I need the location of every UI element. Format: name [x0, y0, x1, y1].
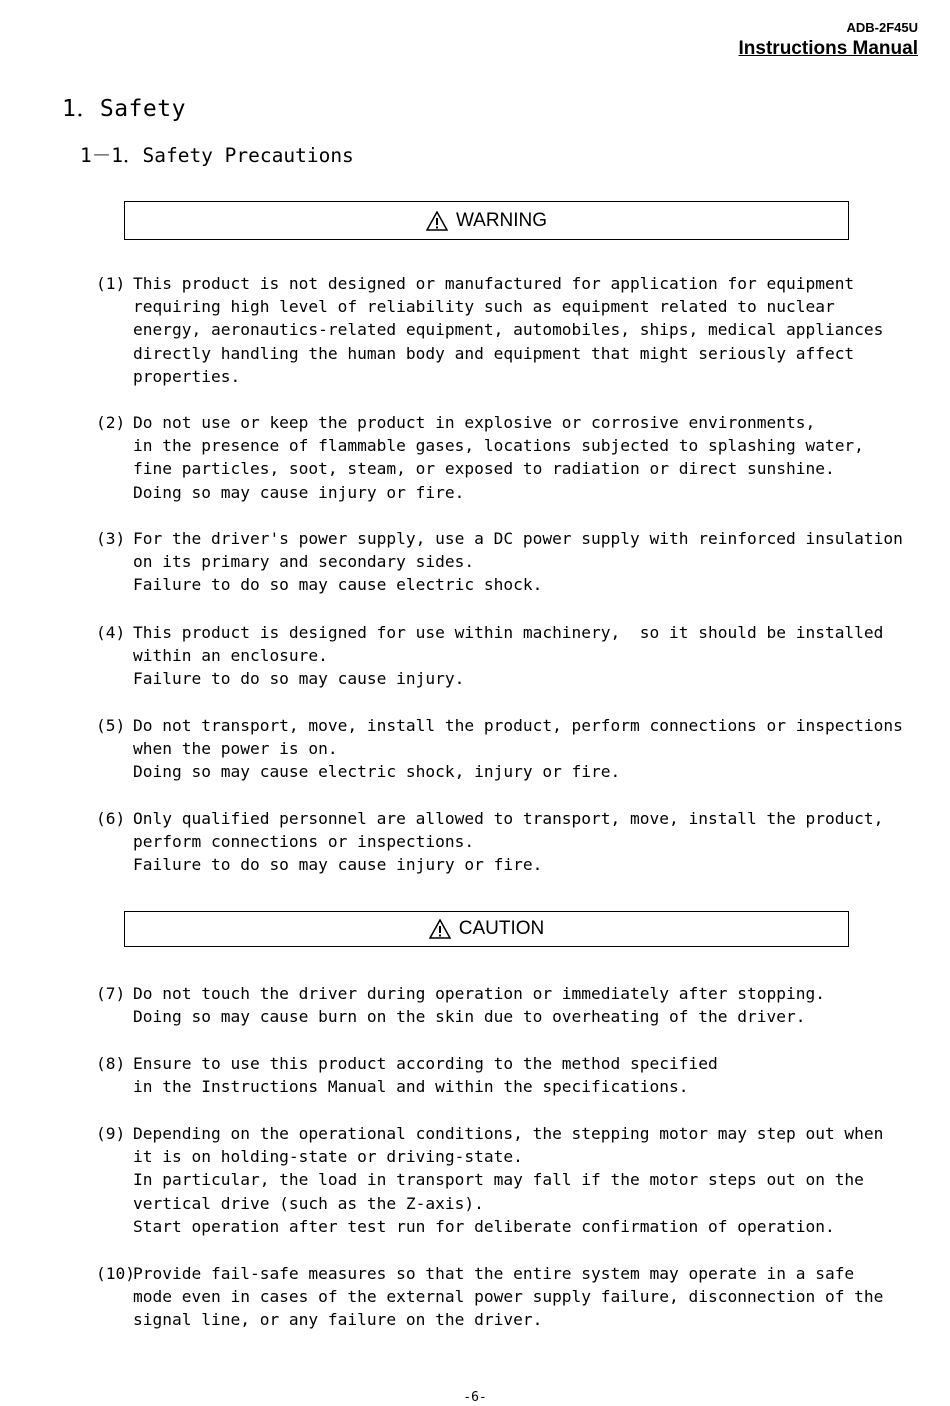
item-text-line: fine particles, soot, steam, or exposed to radiation or direct sunshine.	[133, 459, 835, 479]
item-text-line: mode even in cases of the external power supply failure, disconnection of the	[133, 1287, 884, 1307]
item-text-line: Start operation after test run for deliberate confirmation of operation.	[133, 1216, 835, 1236]
item-text-line: vertical drive (such as the Z-axis).	[133, 1193, 484, 1213]
item-text-line: Only qualified personnel are allowed to transport, move, install the product,	[133, 809, 884, 828]
item-text-line: Failure to do so may cause injury.	[133, 669, 465, 689]
item-number: (2)	[96, 413, 126, 432]
safety-item	[96, 1262, 896, 1332]
caution-label: CAUTION	[458, 918, 545, 939]
item-text-line: signal line, or any failure on the driver.	[133, 1310, 543, 1330]
item-text-line: Do not transport, move, install the product, perform connections or inspections	[133, 716, 903, 735]
warning-label: WARNING	[455, 209, 548, 231]
item-text-line: directly handling the human body and equipment that might seriously affect	[133, 343, 855, 363]
item-text-line: Doing so may cause burn on the skin due to overheating of the driver.	[133, 1007, 806, 1027]
item-number: (1)	[96, 274, 126, 293]
item-text-line: This product is designed for use within machinery, so it should be installed	[133, 623, 884, 642]
item-number: (3)	[96, 529, 126, 548]
item-text-line: This product is not designed or manufactured for application for equipment	[133, 274, 855, 293]
document-code: ADB-2F45U	[846, 20, 918, 35]
safety-item	[96, 714, 903, 784]
item-text-line: in the presence of flammable gases, locations subjected to splashing water,	[133, 436, 864, 456]
item-text	[133, 272, 896, 388]
item-text	[133, 411, 896, 504]
warning-triangle-icon	[429, 919, 451, 939]
item-text-line: Doing so may cause injury or fire.	[133, 482, 465, 502]
item-number: (6)	[96, 809, 126, 828]
warning-triangle-icon	[426, 211, 448, 231]
safety-item	[96, 982, 896, 1028]
item-text-line: perform connections or inspections.	[133, 832, 475, 852]
item-number: (8)	[96, 1054, 126, 1073]
item-text-line: Failure to do so may cause injury or fire.	[133, 855, 543, 875]
item-text	[133, 1262, 896, 1332]
item-text	[133, 982, 896, 1028]
item-text-line: Ensure to use this product according to the method specified	[133, 1054, 718, 1073]
item-text-line: Depending on the operational conditions, the stepping motor may step out when	[133, 1124, 884, 1143]
item-text-line: it is on holding-state or driving-state.	[133, 1147, 523, 1167]
item-text	[133, 807, 896, 877]
document-title: Instructions Manual	[738, 38, 918, 59]
item-text-line: in the Instructions Manual and within the specifications.	[133, 1077, 689, 1097]
item-text-line: energy, aeronautics-related equipment, automobiles, ships, medical appliances	[133, 320, 884, 340]
item-number: (5)	[96, 716, 126, 735]
item-text-line: Provide fail-safe measures so that the entire system may operate in a safe	[133, 1264, 855, 1283]
item-text-line: within an enclosure.	[133, 646, 328, 666]
item-text-line: In particular, the load in transport may fall if the motor steps out on the	[133, 1170, 864, 1190]
item-text-line: properties.	[133, 366, 241, 386]
item-number: (10)	[96, 1264, 135, 1283]
subsection-title: 1－1．Safety Precautions	[80, 144, 354, 167]
item-text	[133, 1122, 896, 1238]
item-text	[133, 527, 903, 597]
item-text-line: requiring high level of reliability such as equipment related to nuclear	[133, 297, 835, 317]
safety-item	[96, 527, 903, 597]
safety-item	[96, 1052, 896, 1098]
item-text-line: Failure to do so may cause electric shock.	[133, 575, 543, 595]
safety-item	[96, 272, 896, 388]
safety-item	[96, 621, 896, 691]
warning-banner	[124, 201, 849, 240]
item-text	[133, 621, 896, 691]
item-text-line: Do not use or keep the product in explosive or corrosive environments,	[133, 413, 816, 432]
item-text	[133, 714, 903, 784]
safety-item	[96, 807, 896, 877]
item-number: (9)	[96, 1124, 126, 1143]
caution-banner	[124, 911, 849, 947]
item-text-line: on its primary and secondary sides.	[133, 552, 475, 572]
item-text-line: Do not touch the driver during operation or immediately after stopping.	[133, 984, 825, 1003]
page-number: -6-	[463, 1390, 487, 1405]
item-text	[133, 1052, 896, 1098]
item-text-line: when the power is on.	[133, 739, 338, 759]
safety-item	[96, 411, 896, 504]
item-number: (7)	[96, 984, 126, 1003]
safety-item	[96, 1122, 896, 1238]
item-text-line: For the driver's power supply, use a DC power supply with reinforced insulation	[133, 529, 903, 548]
section-title: 1．Safety	[62, 96, 186, 122]
item-text-line: Doing so may cause electric shock, injury or fire.	[133, 762, 621, 782]
item-number: (4)	[96, 623, 126, 642]
